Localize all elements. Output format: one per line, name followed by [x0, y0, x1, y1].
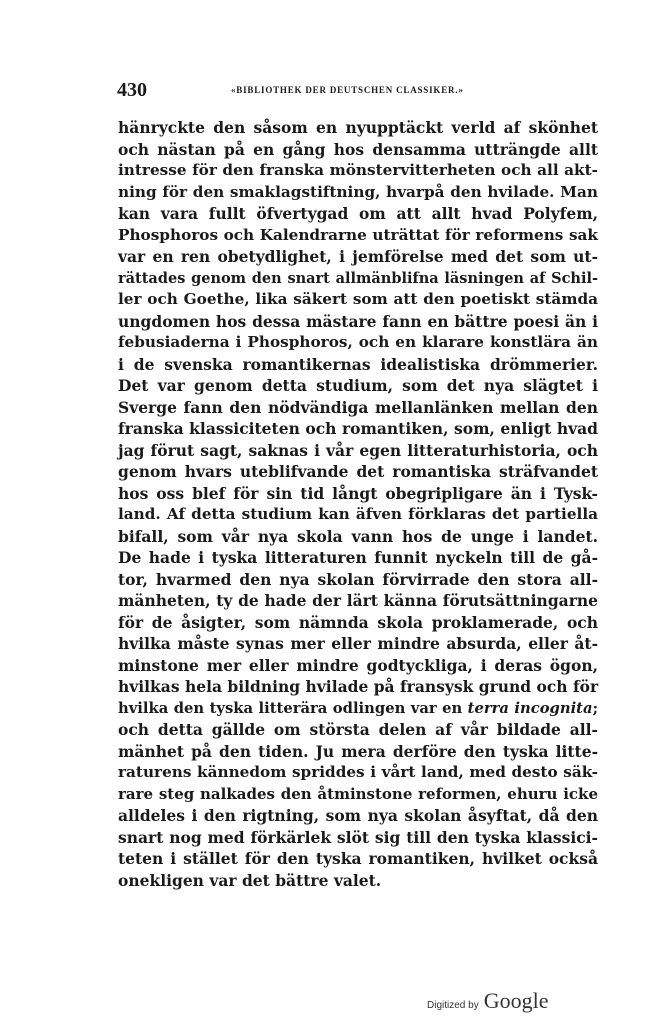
- text-line: mänhet på den tiden. Ju mera derföre den tyska litte-: [118, 741, 598, 761]
- text-line: kan vara fullt öfvertygad om att allt hvad Polyfem,: [118, 204, 598, 223]
- running-head: «BIBLIOTHEK DER DEUTSCHEN CLASSIKER.»: [231, 85, 464, 95]
- italic-phrase: terra incognita: [467, 699, 593, 717]
- text-line: ungdomen hos dessa mästare fann en bättre poesi än i: [118, 311, 598, 331]
- text-line: hvilka måste synas mer eller mindre absurda, eller åt-: [118, 634, 598, 653]
- body-text: [118, 117, 598, 891]
- text-line: bifall, som vår nya skola vann hos de unge i landet.: [118, 526, 598, 546]
- text-line: i de svenska romantikernas idealistiska drömmerier.: [118, 354, 598, 374]
- text-line: hänryckte den såsom en nyupptäckt verld af skönhet: [118, 118, 598, 137]
- text-line: De hade i tyska litteraturen funnit nyckeln till de gå-: [118, 548, 598, 567]
- text-line: genom hvars uteblifvande det romantiska sträfvandet: [118, 462, 598, 481]
- text-line: land. Af detta studium kan äfven förklaras det partiella: [118, 505, 598, 523]
- text-line: intresse för den franska mönstervitterheten och all akt-: [118, 161, 598, 179]
- text-line: ler och Goethe, lika säkert som att den poetiskt stämda: [118, 290, 598, 308]
- text-line: och nästan på en gång hos densamma utträngde allt: [118, 139, 598, 159]
- text-line: febusiaderna i Phosphoros, och en klarare konstlära än: [118, 333, 598, 351]
- text-line: hvilka den tyska litterära odlingen var en terra incognita;: [118, 699, 599, 717]
- text-line: hvilkas hela bildning hvilade på fransysk grund och för: [118, 677, 599, 696]
- text-line: tor, hvarmed den nya skolan förvirrade den stora all-: [118, 569, 598, 589]
- text-line: för de åsigter, som nämnda skola proklamerade, och: [118, 612, 598, 632]
- text-line: Det var genom detta studium, som det nya slägtet i: [118, 376, 598, 395]
- text-line: snart nog med förkärlek slöt sig till den tyska klassici-: [118, 827, 598, 847]
- text-line: jag förut sagt, saknas i vår egen litteraturhistoria, och: [118, 440, 598, 460]
- digitization-mark: [427, 988, 549, 1014]
- text-line: och detta gällde om största delen af vår bildade all-: [118, 720, 598, 739]
- page-header: [117, 78, 597, 104]
- text-line: alldeles i den rigtning, som nya skolan åsyftat, då den: [118, 806, 598, 825]
- text-line: hos oss blef för sin tid långt obegripligare än i Tysk-: [118, 483, 598, 503]
- text-line: mänheten, ty de hade der lärt känna förutsättningarne: [118, 591, 598, 610]
- google-logo: Google: [483, 988, 549, 1013]
- text-line: Phosphoros och Kalendrarne uträttat för reformens sak: [118, 225, 598, 244]
- text-line: raturens kännedom spriddes i vårt land, med desto säk-: [118, 763, 598, 781]
- text-line: onekligen var det bättre valet.: [118, 870, 382, 890]
- text-line: ning för den smaklagstiftning, hvarpå den hvilade. Man: [118, 182, 598, 201]
- text-line: minstone mer eller mindre godtyckliga, i deras ögon,: [118, 655, 598, 675]
- text-line: rättades genom den snart allmänblifna läsningen af Schil-: [118, 269, 598, 287]
- text-line: franska klassiciteten och romantiken, som, enligt hvad: [118, 419, 598, 438]
- digitized-by-label: Digitized by: [427, 1000, 479, 1011]
- text-line: Sverge fann den nödvändiga mellanlänken mellan den: [118, 397, 598, 417]
- text-line: var en ren obetydlighet, i jemförelse med det som ut-: [118, 247, 598, 266]
- text-line: teten i stället för den tyska romantiken, hvilket också: [118, 849, 598, 868]
- page-number: 430: [117, 79, 147, 101]
- text-line: rare steg nalkades den åtminstone reformen, ehuru icke: [118, 784, 598, 803]
